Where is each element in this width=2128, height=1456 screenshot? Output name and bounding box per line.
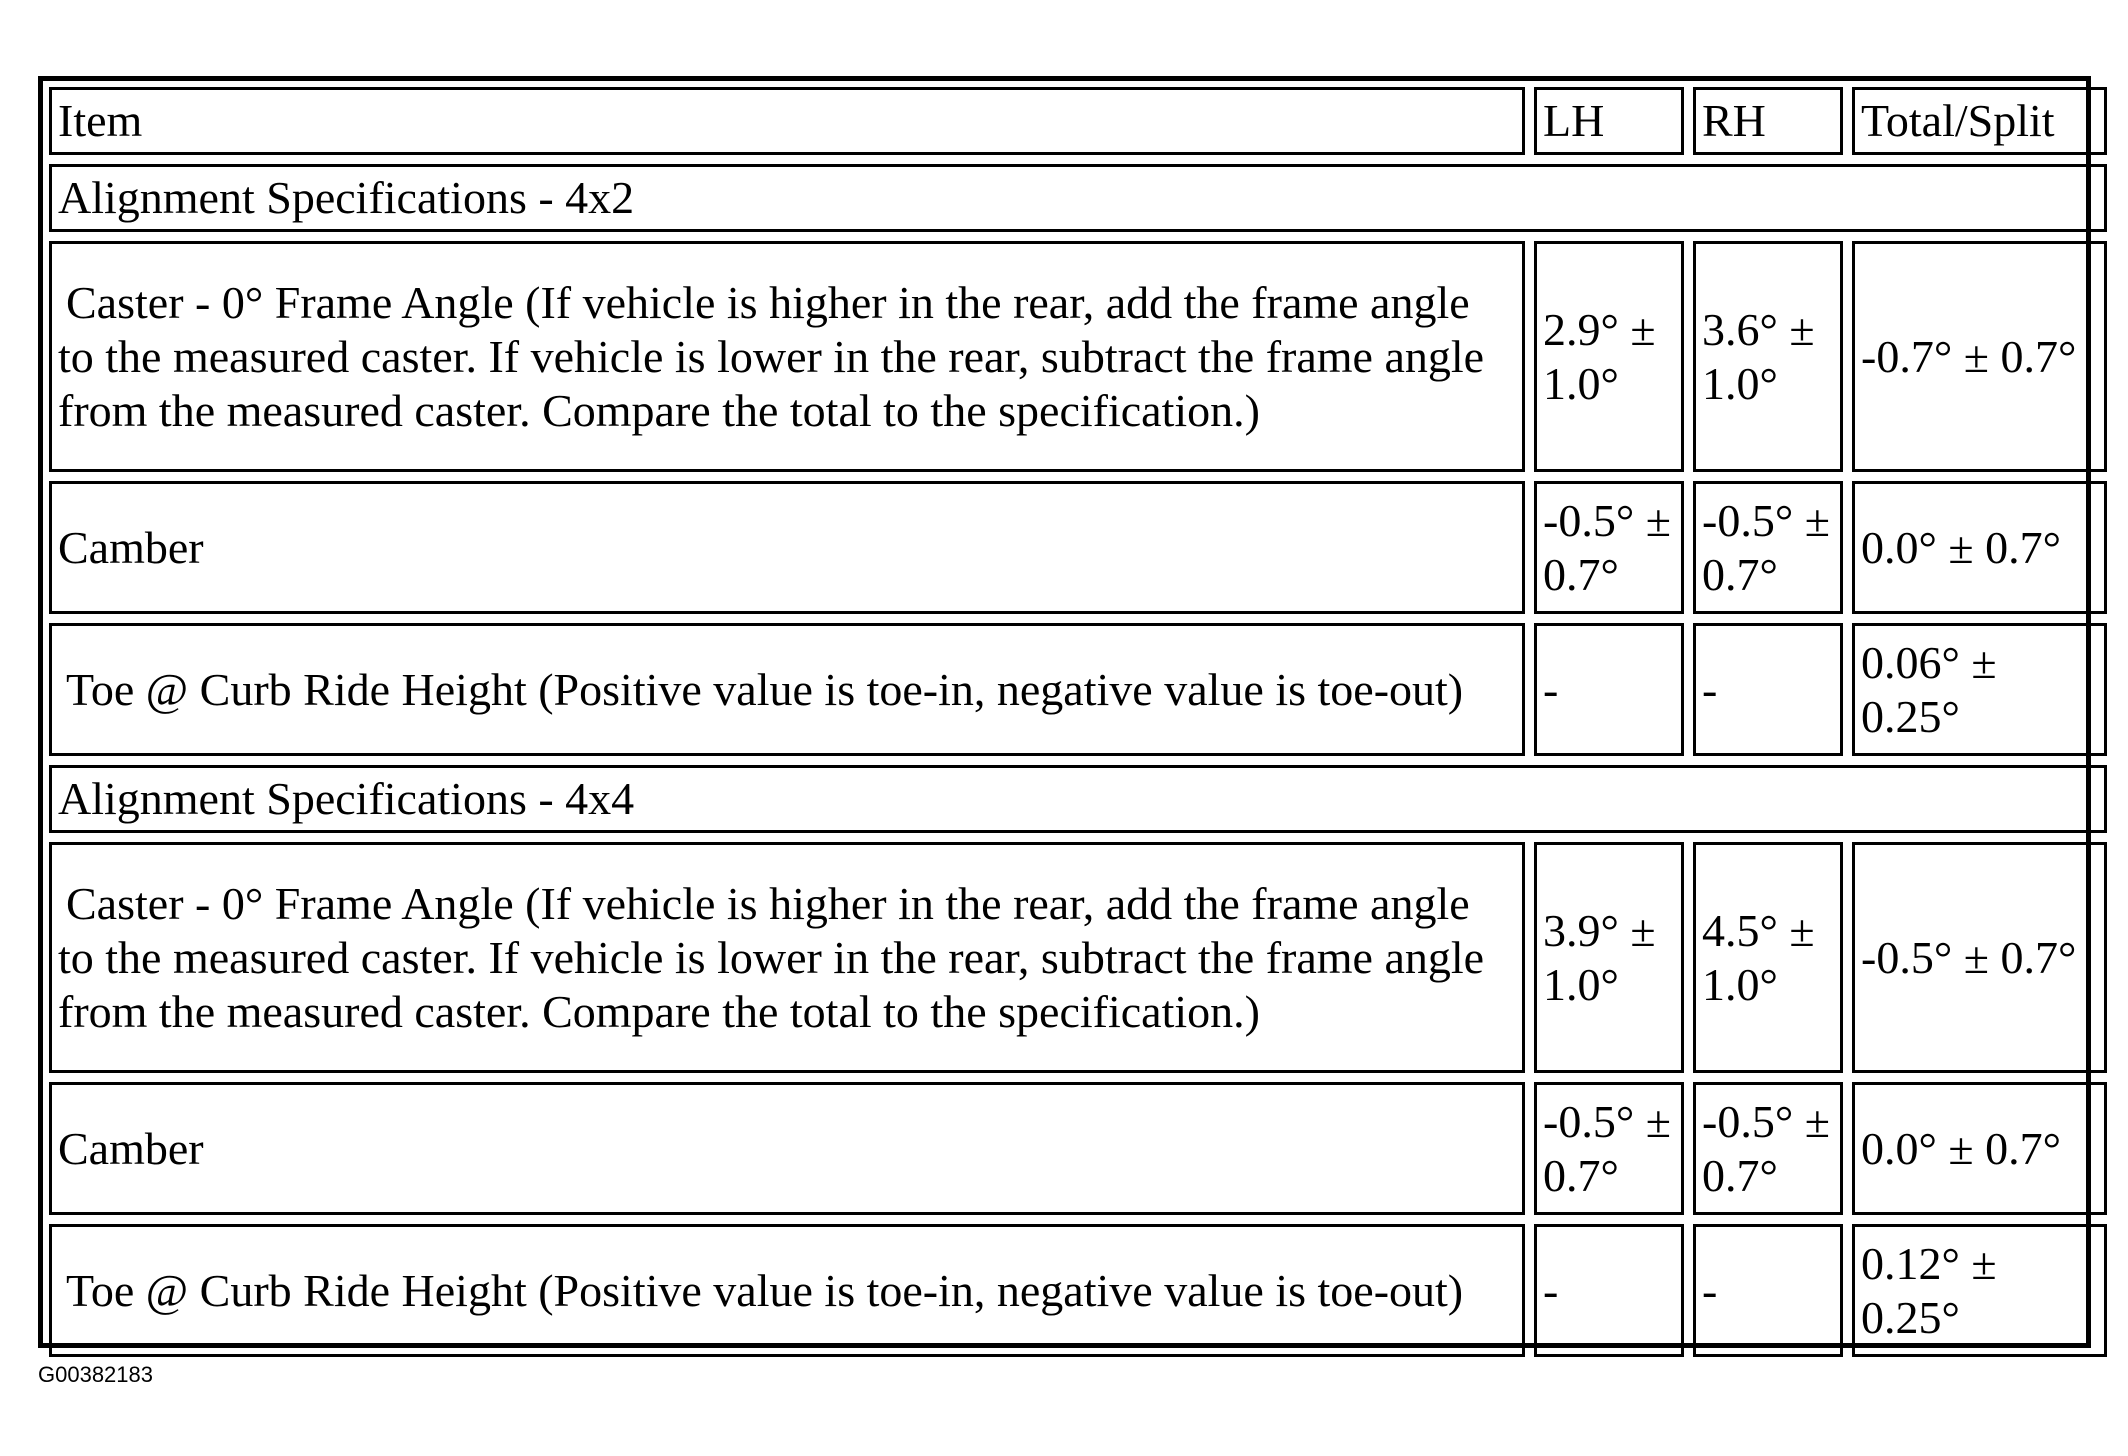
rh-caster-4x4: 4.5° ± 1.0° <box>1693 842 1843 1073</box>
item-toe-4x2 <box>49 623 1525 756</box>
alignment-spec-table <box>40 78 2116 1366</box>
header-lh: LH <box>1534 87 1684 155</box>
lh-toe-4x4: - <box>1534 1224 1684 1357</box>
total-caster-4x2: -0.7° ± 0.7° <box>1852 241 2107 472</box>
table-row <box>49 481 2107 614</box>
alignment-spec-table-frame <box>38 76 2091 1348</box>
lh-camber-4x4: -0.5° ± 0.7° <box>1534 1082 1684 1215</box>
lh-camber-4x2: -0.5° ± 0.7° <box>1534 481 1684 614</box>
header-row <box>49 87 2107 155</box>
total-caster-4x4: -0.5° ± 0.7° <box>1852 842 2107 1073</box>
item-toe-4x2-text: Toe @ Curb Ride Height (Positive value is toe-in, negative value is toe-out) <box>66 663 1464 715</box>
table-row <box>49 842 2107 1073</box>
item-caster-4x2 <box>49 241 1525 472</box>
table-row <box>49 623 2107 756</box>
rh-caster-4x2: 3.6° ± 1.0° <box>1693 241 1843 472</box>
rh-toe-4x2: - <box>1693 623 1843 756</box>
total-camber-4x2: 0.0° ± 0.7° <box>1852 481 2107 614</box>
item-camber-4x2: Camber <box>49 481 1525 614</box>
table-row <box>49 1224 2107 1357</box>
header-total-split: Total/Split <box>1852 87 2107 155</box>
section-row <box>49 765 2107 833</box>
rh-toe-4x4: - <box>1693 1224 1843 1357</box>
table-row <box>49 1082 2107 1215</box>
header-item: Item <box>49 87 1525 155</box>
lh-caster-4x2: 2.9° ± 1.0° <box>1534 241 1684 472</box>
total-toe-4x2: 0.06° ± 0.25° <box>1852 623 2107 756</box>
lh-caster-4x4: 3.9° ± 1.0° <box>1534 842 1684 1073</box>
item-caster-4x4-text: Caster - 0° Frame Angle (If vehicle is higher in the rear, add the frame angle to the measured caster. If vehicle is lower in the rear, subtract the frame angle from the measured caster. Compare the total to the specification.) <box>58 877 1485 1037</box>
table-row <box>49 241 2107 472</box>
header-rh: RH <box>1693 87 1843 155</box>
item-camber-4x4: Camber <box>49 1082 1525 1215</box>
section-title-4x4: Alignment Specifications - 4x4 <box>49 765 2107 833</box>
section-row <box>49 164 2107 232</box>
total-toe-4x4: 0.12° ± 0.25° <box>1852 1224 2107 1357</box>
rh-camber-4x2: -0.5° ± 0.7° <box>1693 481 1843 614</box>
item-toe-4x4-text: Toe @ Curb Ride Height (Positive value is toe-in, negative value is toe-out) <box>66 1264 1464 1316</box>
item-caster-4x2-text: Caster - 0° Frame Angle (If vehicle is higher in the rear, add the frame angle to the measured caster. If vehicle is lower in the rear, subtract the frame angle from the measured caster. Compare the total to the specification.) <box>58 276 1485 436</box>
total-camber-4x4: 0.0° ± 0.7° <box>1852 1082 2107 1215</box>
rh-camber-4x4: -0.5° ± 0.7° <box>1693 1082 1843 1215</box>
section-title-4x2: Alignment Specifications - 4x2 <box>49 164 2107 232</box>
lh-toe-4x2: - <box>1534 623 1684 756</box>
item-caster-4x4 <box>49 842 1525 1073</box>
item-toe-4x4 <box>49 1224 1525 1357</box>
figure-code: G00382183 <box>38 1362 153 1387</box>
